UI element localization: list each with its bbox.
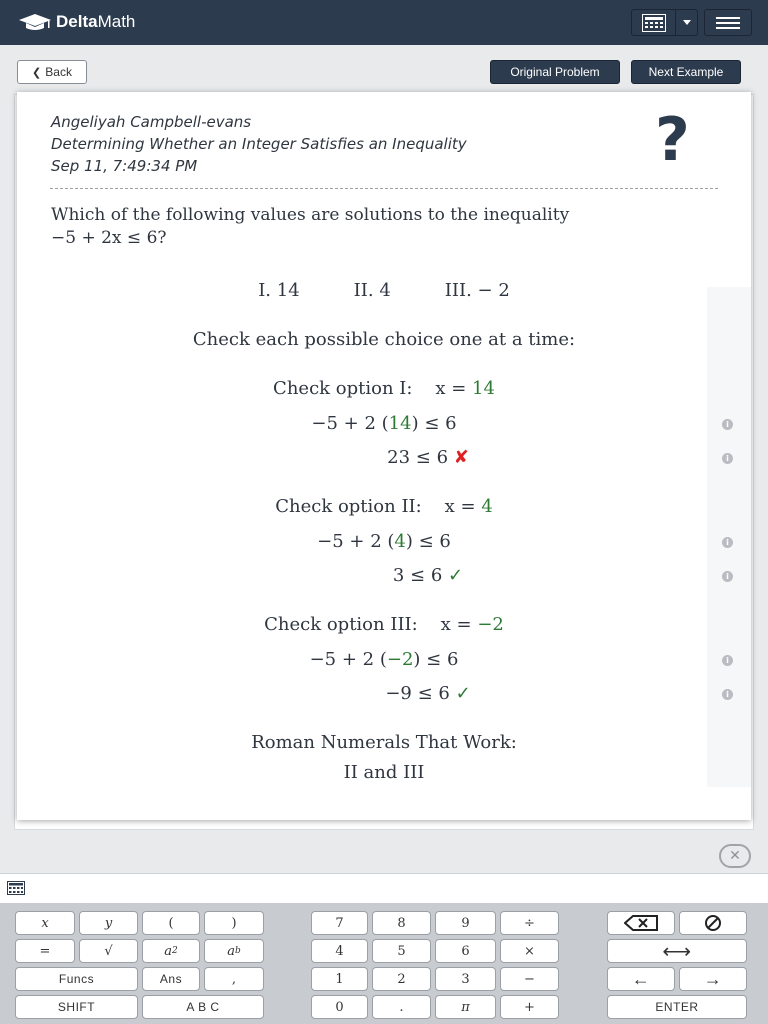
back-button[interactable] (17, 60, 87, 84)
funcs-key[interactable]: Funcs (15, 967, 138, 991)
hamburger-icon-line (716, 22, 740, 24)
brand-bold: Delta (56, 12, 98, 31)
info-icon[interactable]: i (722, 655, 733, 666)
backspace-key[interactable] (607, 911, 675, 935)
check-title: Check option II: (275, 496, 422, 517)
check-option-ii-substitution (17, 531, 751, 552)
check-title: Check option III: (264, 614, 418, 635)
clear-key[interactable] (679, 911, 747, 935)
key-divide[interactable]: ÷ (500, 911, 559, 935)
problem-topic: Determining Whether an Integer Satisfies an Inequality (51, 135, 467, 153)
problem-meta (51, 111, 467, 177)
next-example-button[interactable]: Next Example (631, 60, 741, 84)
left-right-arrow-key[interactable]: ⟷ (607, 939, 747, 963)
problem-timestamp: Sep 11, 7:49:34 PM (51, 157, 198, 175)
calculator-dropdown-button[interactable] (631, 9, 698, 36)
key-base: a (164, 943, 173, 959)
key-base: a (227, 943, 235, 959)
result-text: 23 ≤ 6 (387, 447, 449, 468)
key-7[interactable]: 7 (311, 911, 368, 935)
key-exponent: 2 (172, 946, 178, 956)
close-keyboard-icon[interactable]: ✕ (719, 844, 751, 868)
key-y[interactable]: y (79, 911, 138, 935)
check-option-i-result (17, 447, 751, 468)
calculator-icon (632, 10, 676, 35)
hamburger-menu-button[interactable] (704, 9, 752, 36)
key-pi[interactable]: π (435, 995, 496, 1019)
key-decimal[interactable]: . (372, 995, 431, 1019)
key-8[interactable]: 8 (372, 911, 431, 935)
divider (50, 188, 718, 189)
enter-key[interactable]: ENTER (607, 995, 747, 1019)
result-text: 3 ≤ 6 (392, 565, 443, 586)
key-open-paren[interactable]: ( (142, 911, 200, 935)
math-keyboard (0, 903, 768, 1024)
right-arrow-key[interactable]: → (679, 967, 747, 991)
check-option-iii-heading (17, 614, 751, 635)
sub-value: 4 (394, 531, 406, 552)
final-answer: II and III (343, 762, 425, 783)
check-mark-icon: ✓ (455, 683, 471, 704)
check-var: x = (444, 496, 476, 517)
sub-right: ) ≤ 6 (405, 531, 451, 552)
abc-key[interactable]: A B C (142, 995, 264, 1019)
info-icon[interactable]: i (722, 689, 733, 700)
check-var: x = (435, 378, 467, 399)
ans-key[interactable]: Ans (142, 967, 200, 991)
keyboard-toggle-bar (0, 873, 768, 903)
key-2[interactable]: 2 (372, 967, 431, 991)
hamburger-icon-line (716, 17, 740, 19)
clear-icon (704, 914, 722, 932)
key-6[interactable]: 6 (435, 939, 496, 963)
key-x[interactable]: x (15, 911, 75, 935)
brand-rest: Math (97, 12, 136, 31)
backspace-icon (624, 915, 658, 931)
key-3[interactable]: 3 (435, 967, 496, 991)
check-option-iii-substitution (17, 649, 751, 670)
check-value: 14 (472, 378, 495, 399)
check-value: −2 (477, 614, 504, 635)
check-option-ii-heading (17, 496, 751, 517)
option-ii: II. 4 (353, 280, 391, 301)
key-a-power-b[interactable] (204, 939, 264, 963)
example-card (17, 92, 751, 820)
option-i: I. 14 (258, 280, 300, 301)
info-icon[interactable]: i (722, 419, 733, 430)
info-icon[interactable]: i (722, 571, 733, 582)
left-arrow-key[interactable]: ← (607, 967, 675, 991)
question-line-1: Which of the following values are solutions to the inequality (51, 205, 570, 225)
sub-left: −5 + 2 ( (309, 649, 387, 670)
key-multiply[interactable]: × (500, 939, 559, 963)
sub-value: 14 (388, 413, 412, 434)
check-option-ii-result (17, 565, 751, 586)
check-mark-icon: ✓ (448, 565, 464, 586)
key-9[interactable]: 9 (435, 911, 496, 935)
check-value: 4 (481, 496, 493, 517)
key-4[interactable]: 4 (311, 939, 368, 963)
chevron-left-icon: ❮ (32, 66, 42, 79)
sub-right: ) ≤ 6 (411, 413, 457, 434)
key-a-squared[interactable] (142, 939, 200, 963)
x-mark-icon: ✘ (453, 447, 469, 468)
question-line-2: −5 + 2x ≤ 6? (51, 228, 167, 248)
key-5[interactable]: 5 (372, 939, 431, 963)
question-text (51, 204, 569, 250)
caret-down-icon (676, 10, 697, 35)
hamburger-icon-line (716, 27, 740, 29)
check-var: x = (440, 614, 472, 635)
check-title: Check option I: (273, 378, 413, 399)
key-1[interactable]: 1 (311, 967, 368, 991)
info-icon[interactable]: i (722, 453, 733, 464)
student-name: Angeliyah Campbell-evans (51, 113, 252, 131)
result-text: −9 ≤ 6 (385, 683, 450, 704)
key-plus[interactable]: + (500, 995, 559, 1019)
key-sqrt[interactable]: √ (79, 939, 138, 963)
sub-value: −2 (386, 649, 414, 670)
key-close-paren[interactable]: ) (204, 911, 264, 935)
check-option-i-heading (17, 378, 751, 399)
check-option-i-substitution (17, 413, 751, 434)
sub-right: ) ≤ 6 (413, 649, 459, 670)
help-question-icon[interactable]: ? (655, 105, 690, 175)
info-icon[interactable]: i (722, 537, 733, 548)
deltamath-logo[interactable] (18, 12, 135, 32)
back-label: Back (45, 65, 72, 79)
key-equals[interactable]: = (15, 939, 75, 963)
option-iii: III. − 2 (444, 280, 510, 301)
shift-key[interactable]: SHIFT (15, 995, 138, 1019)
answer-options (17, 280, 751, 301)
original-problem-button[interactable]: Original Problem (490, 60, 620, 84)
sub-left: −5 + 2 ( (317, 531, 395, 552)
check-option-iii-result (17, 683, 751, 704)
key-0[interactable]: 0 (311, 995, 368, 1019)
key-comma[interactable]: , (204, 967, 264, 991)
answer-heading: Roman Numerals That Work: (251, 732, 517, 753)
graduation-cap-icon (18, 12, 52, 32)
top-nav-bar (0, 0, 768, 45)
instruction-text: Check each possible choice one at a time: (192, 329, 576, 350)
calculator-icon[interactable] (7, 881, 25, 895)
key-minus[interactable]: − (500, 967, 559, 991)
sub-left: −5 + 2 ( (311, 413, 389, 434)
key-exponent: b (235, 946, 241, 956)
